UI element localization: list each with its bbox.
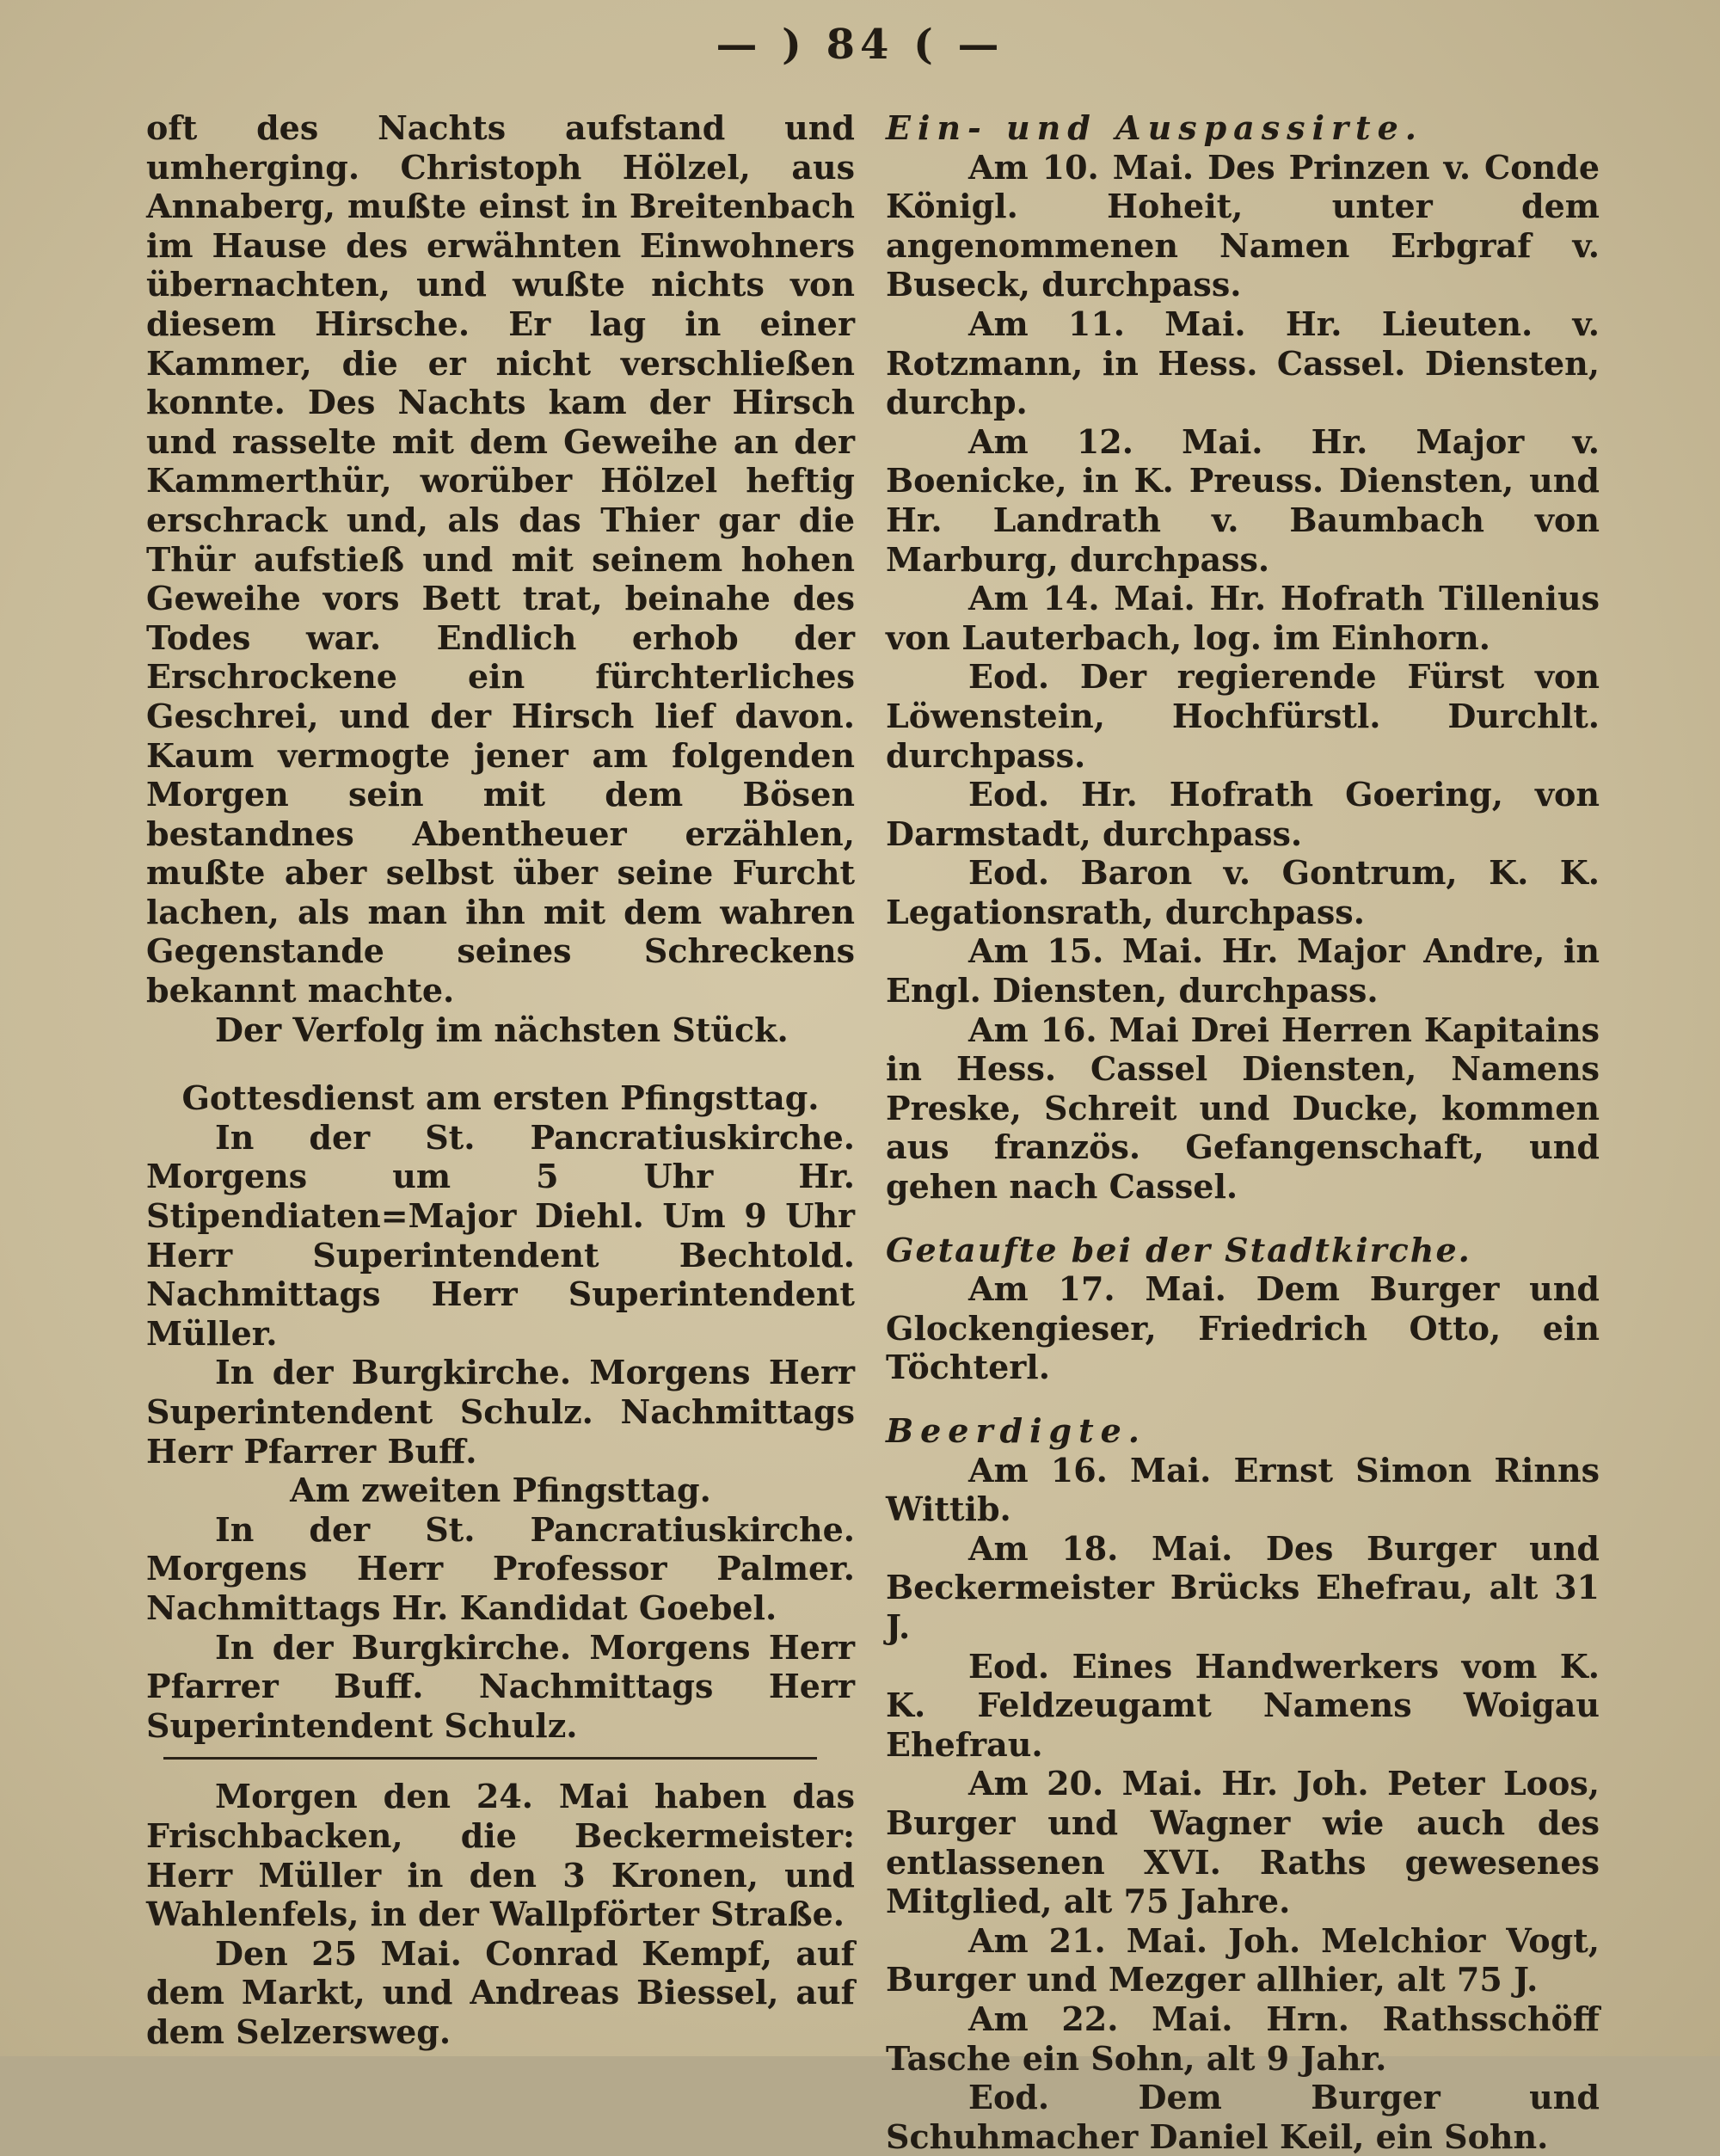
arrival-entry: Am 15. Mai. Hr. Major Andre, in Engl. Diensten, durchpass. <box>886 931 1600 1010</box>
baptized-title: Getaufte bei der Stadtkirche. <box>886 1230 1471 1269</box>
baker-notice-25: Den 25 Mai. Conrad Kempf, auf dem Markt, und Andreas Biessel, auf dem Selzersweg. <box>146 1933 855 2051</box>
buried-entry: Am 18. Mai. Des Burger und Beckermeister Brücks Ehefrau, alt 31 J. <box>886 1528 1600 1646</box>
arrivals-title: Ein- und Auspassirte. <box>886 108 1423 147</box>
arrival-entry: Am 12. Mai. Hr. Major v. Boenicke, in K. Preuss. Diensten, und Hr. Landrath v. Baumbach von Marburg, durchpass. <box>886 421 1600 579</box>
service-first-day-burgkirche: In der Burgkirche. Morgens Herr Superintendent Schulz. Nachmittags Herr Pfarrer Buff. <box>146 1353 855 1471</box>
right-column <box>886 108 1600 2156</box>
service-second-day-pancratius: In der St. Pancratiuskirche. Morgens Herr Professor Palmer. Nachmittags Hr. Kandidat Goebel. <box>146 1509 855 1627</box>
arrival-entry: Am 10. Mai. Des Prinzen v. Conde Königl. Hoheit, unter dem angenommenen Namen Erbgraf v. Buseck, durchpass. <box>886 147 1600 304</box>
baker-notice-24: Morgen den 24. Mai haben das Frischbacken, die Beckermeister: Herr Müller in den 3 Kronen, und Wahlenfels, in der Wallpförter Straße. <box>146 1777 855 1934</box>
service-title-second-day: Am zweiten Pfingsttag. <box>290 1471 711 1510</box>
arrival-entry: Am 14. Mai. Hr. Hofrath Tillenius von Lauterbach, log. im Einhorn. <box>886 579 1600 657</box>
buried-entry: Eod. Dem Burger und Schuhmacher Daniel Keil, ein Sohn. <box>886 2078 1600 2156</box>
buried-title: Beerdigte. <box>886 1411 1147 1450</box>
buried-entry: Eod. Eines Handwerkers vom K. K. Feldzeugamt Namens Woigau Ehefrau. <box>886 1646 1600 1764</box>
section-divider <box>163 1757 817 1760</box>
service-first-day-pancratius: In der St. Pancratiuskirche. Morgens um 5 Uhr Hr. Stipendiaten=Major Diehl. Um 9 Uhr Herr Superintendent Bechtold. Nachmittags Herr Superintendent Müller. <box>146 1117 855 1353</box>
arrival-entry: Eod. Hr. Hofrath Goering, von Darmstadt, durchpass. <box>886 775 1600 853</box>
arrival-entry: Am 16. Mai Drei Herren Kapitains in Hess. Cassel Diensten, Namens Preske, Schreit und Ducke, kommen aus französ. Gefangenschaft, und gehen nach Cassel. <box>886 1010 1600 1207</box>
buried-entry: Am 16. Mai. Ernst Simon Rinns Wittib. <box>886 1450 1600 1529</box>
buried-entry: Am 20. Mai. Hr. Joh. Peter Loos, Burger und Wagner wie auch des entlassenen XVI. Raths gewesenes Mitglied, alt 75 Jahre. <box>886 1764 1600 1921</box>
arrival-entry: Am 11. Mai. Hr. Lieuten. v. Rotzmann, in Hess. Cassel. Diensten, durchp. <box>886 304 1600 422</box>
service-title-first-day: Gottesdienst am ersten Pfingsttag. <box>181 1078 820 1118</box>
baptized-entry: Am 17. Mai. Dem Burger und Glockengieser, Friedrich Otto, ein Töchterl. <box>886 1269 1600 1387</box>
arrival-entry: Eod. Der regierende Fürst von Löwenstein, Hochfürstl. Durchlt. durchpass. <box>886 657 1600 775</box>
buried-entry: Am 21. Mai. Joh. Melchior Vogt, Burger und Mezger allhier, alt 75 J. <box>886 1920 1600 1999</box>
arrival-entry: Eod. Baron v. Gontrum, K. K. Legationsrath, durchpass. <box>886 853 1600 931</box>
story-text: oft des Nachts aufstand und umherging. Christoph Hölzel, aus Annaberg, mußte einst in Breitenbach im Hause des erwähnten Einwohners übernachten, und wußte nichts von diesem Hirsche. Er lag in einer Kammer, die er nicht verschließen konnte. Des Nachts kam der Hirsch und rasselte mit dem Geweihe an der Kammerthür, worüber Hölzel heftig erschrack und, als das Thier gar die Thür aufstieß und mit seinem hohen Geweihe vors Bett trat, beinahe des Todes war. Endlich erhob der Erschrockene ein fürchterliches Geschrei, und der Hirsch lief davon. Kaum vermogte jener am folgenden Morgen sein mit dem Bösen bestandnes Abentheuer erzählen, mußte aber selbst über seine Furcht lachen, als man ihn mit dem wahren Gegenstande seines Schreckens bekannt machte. <box>146 108 855 1010</box>
continued-note: Der Verfolg im nächsten Stück. <box>215 1010 789 1049</box>
buried-entry: Am 22. Mai. Hrn. Rathsschöff Tasche ein Sohn, alt 9 Jahr. <box>886 1999 1600 2078</box>
left-column <box>146 108 855 2052</box>
service-second-day-burgkirche: In der Burgkirche. Morgens Herr Pfarrer Buff. Nachmittags Herr Superintendent Schulz. <box>146 1627 855 1745</box>
page-number: — ) 84 ( — <box>716 21 1004 69</box>
